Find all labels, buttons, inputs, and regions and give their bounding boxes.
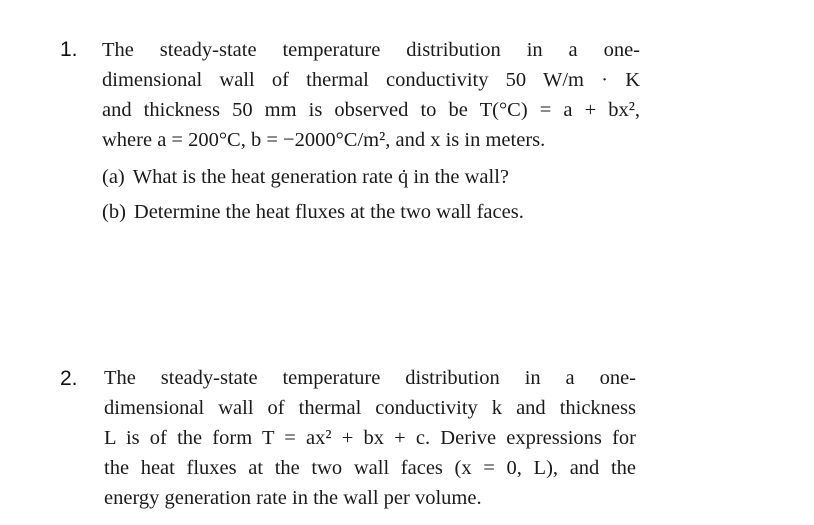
statement-line: The steady-state temperature distribution in a one- bbox=[102, 39, 640, 61]
part-label: (a) bbox=[102, 166, 125, 188]
part-label: (b) bbox=[102, 201, 126, 223]
statement-line: energy generation rate in the wall per volume. bbox=[104, 487, 482, 509]
statement-line: dimensional wall of thermal conductivity 50 W/m · K bbox=[102, 69, 640, 91]
statement-line: The steady-state temperature distribution in a one- bbox=[104, 367, 636, 389]
statement-line: dimensional wall of thermal conductivity k and thickness bbox=[104, 397, 636, 419]
statement-line: the heat fluxes at the two wall faces (x = 0, L), and the bbox=[104, 457, 636, 479]
problem-statement bbox=[102, 35, 640, 155]
part-b bbox=[102, 197, 524, 227]
part-text: Determine the heat fluxes at the two wall faces. bbox=[133, 201, 524, 223]
statement-line: L is of the form T = ax² + bx + c. Derive expressions for bbox=[104, 427, 636, 449]
part-text: What is the heat generation rate q̇ in the wall? bbox=[132, 166, 510, 188]
statement-line: and thickness 50 mm is observed to be T(°C) = a + bx², bbox=[102, 99, 640, 121]
problem-statement bbox=[104, 363, 636, 513]
part-a bbox=[102, 162, 509, 192]
problem-number: 2. bbox=[60, 367, 78, 390]
statement-line: where a = 200°C, b = −2000°C/m², and x is in meters. bbox=[102, 129, 546, 151]
problem-number: 1. bbox=[60, 38, 78, 61]
